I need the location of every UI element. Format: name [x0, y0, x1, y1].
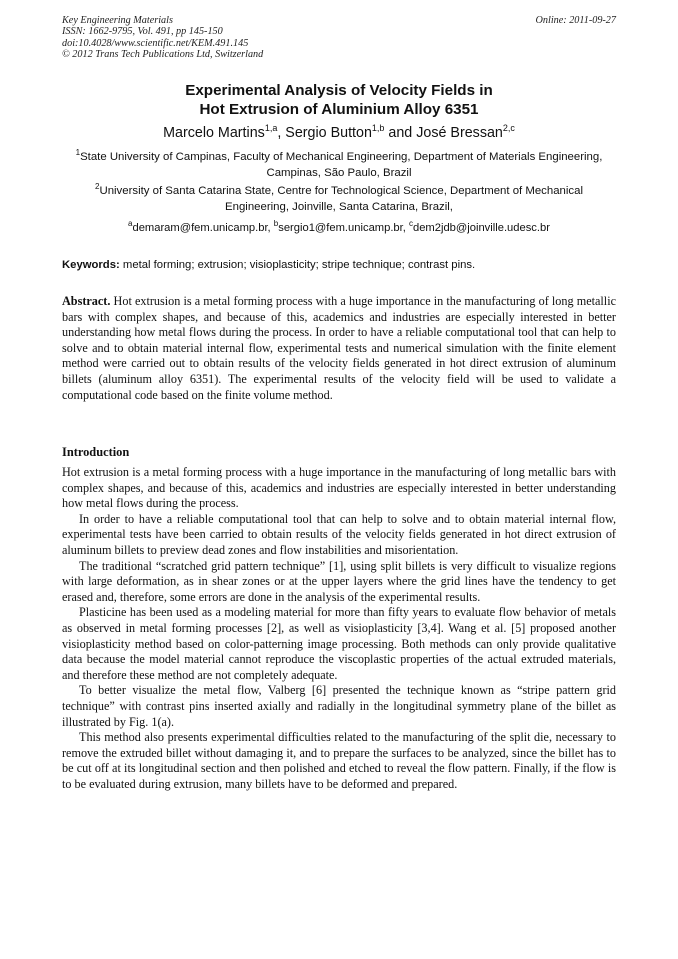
affiliation-2 [62, 184, 616, 215]
intro-paragraph: Hot extrusion is a metal forming process with a huge importance in the manufacturing of long metallic bars with complex shapes, and because of this, academics and industries are especially interested in better understanding how metal flows during the process. [62, 465, 616, 511]
journal-info [62, 15, 616, 61]
affiliation-superscript: 2 [95, 182, 100, 191]
copyright-line: © 2012 Trans Tech Publications Ltd, Switzerland [62, 49, 264, 61]
abstract-text: Hot extrusion is a metal forming process with a huge importance in the manufacturing of long metallic bars with complex shapes, and because of this, academics and industries are especially interested in better understanding how metal flows during the process. In order to have a reliable computational tool that can help to solve and to obtain material internal flow, experimental tests and numerical simulation with the finite element method were carried out to obtain results of the velocity fields generated in hot direct extrusion of aluminum billets (aluminum alloy 6351). The experimental results of the velocity field will be used to validate a computational code based on the finite volume method. [62, 294, 616, 402]
email-superscript: b [273, 219, 279, 228]
author-separator: , [277, 125, 286, 141]
intro-paragraph: The traditional “scratched grid pattern technique” [1], using split billets is very difficult to visualize regions with large deformation, as in shear zones or at the upper layers where the grid lines have the tendency to get erased and, therefore, some errors are done in the analysis of the experimental results. [62, 558, 616, 604]
intro-paragraph: In order to have a reliable computational tool that can help to solve and to obtain material internal flow, experimental tests have been carried to obtain results of the velocity fields generated in hot direct extrusion of aluminum billets to preview dead zones and flow instabilities and misorientation. [62, 511, 616, 557]
title-line-1: Experimental Analysis of Velocity Fields in [185, 82, 493, 99]
title-line-2: Hot Extrusion of Aluminium Alloy 6351 [199, 101, 479, 118]
affiliation-superscript: 1 [75, 148, 81, 157]
keywords-label: Keywords: [62, 259, 120, 271]
journal-name: Key Engineering Materials [62, 15, 173, 26]
intro-paragraph: To better visualize the metal flow, Valberg [6] presented the technique known as “stripe pattern grid technique” with contrast pins inserted axially and radially in the longitudinal symmetry plane of the billet as illustrated by Fig. 1(a). [62, 683, 616, 729]
author-name: Sergio Button [285, 125, 372, 141]
email-address[interactable]: dem2jdb@joinville.udesc.br [412, 222, 550, 234]
affiliation-text: State University of Campinas, Faculty of Mechanical Engineering, Department of Materials Engineering, Campinas, São Paulo, Brazil [80, 151, 603, 179]
affiliation-text: University of Santa Catarina State, Centre for Technological Science, Department of Mechanical Engineering, Joinville, Santa Catarina, Brazil, [99, 185, 583, 213]
keywords-line [62, 258, 616, 273]
email-list [62, 221, 616, 236]
doi-line: doi:10.4028/www.scientific.net/KEM.491.145 [62, 37, 249, 49]
issn-line: ISSN: 1662-9795, Vol. 491, pp 145-150 [62, 26, 223, 38]
affiliation-1 [62, 150, 616, 181]
abstract-label: Abstract. [62, 294, 111, 308]
journal-header [62, 15, 616, 61]
email-superscript: a [128, 219, 133, 228]
paper-title [62, 81, 616, 119]
author-superscript: 1,a [264, 123, 278, 133]
author-name: José Bressan [416, 125, 503, 141]
email-address[interactable]: demaram@fem.unicamp.br, [132, 222, 274, 234]
author-separator: and [384, 125, 417, 141]
abstract-block [62, 294, 616, 403]
author-name: Marcelo Martins [163, 125, 265, 141]
section-heading-introduction: Introduction [62, 445, 130, 459]
keywords-text: metal forming; extrusion; visioplasticity; stripe technique; contrast pins. [119, 259, 476, 271]
author-superscript: 1,b [371, 123, 385, 133]
email-address[interactable]: sergio1@fem.unicamp.br, [278, 222, 409, 234]
email-superscript: c [408, 219, 413, 228]
intro-paragraph: Plasticine has been used as a modeling material for more than fifty years to evaluate flow behavior of metals as observed in metal forming processes [2], as well as visioplasticity [3,4]. Wang et al. [5] proposed another visioplasticity method based on color-patterning image processing. Both methods can only provide qualitative data because the model material cannot reproduce the viscoplastic properties of the actual extruded materials, and therefore these method are not completely adequate. [62, 605, 616, 682]
author-list [62, 124, 616, 143]
intro-paragraph: This method also presents experimental difficulties related to the manufacturing of the split die, necessary to remove the extruded billet without damaging it, and to prepare the surfaces to be analyzed, since the billet has to be cut off at its longitudinal section and then polished and etched to reveal the flow pattern. Finally, if the flow is to be evaluated during extrusion, many billets have to be deformed and prepared. [62, 730, 616, 791]
introduction-body [62, 465, 616, 792]
online-date: Online: 2011-09-27 [535, 15, 616, 26]
author-superscript: 2,c [502, 123, 515, 133]
